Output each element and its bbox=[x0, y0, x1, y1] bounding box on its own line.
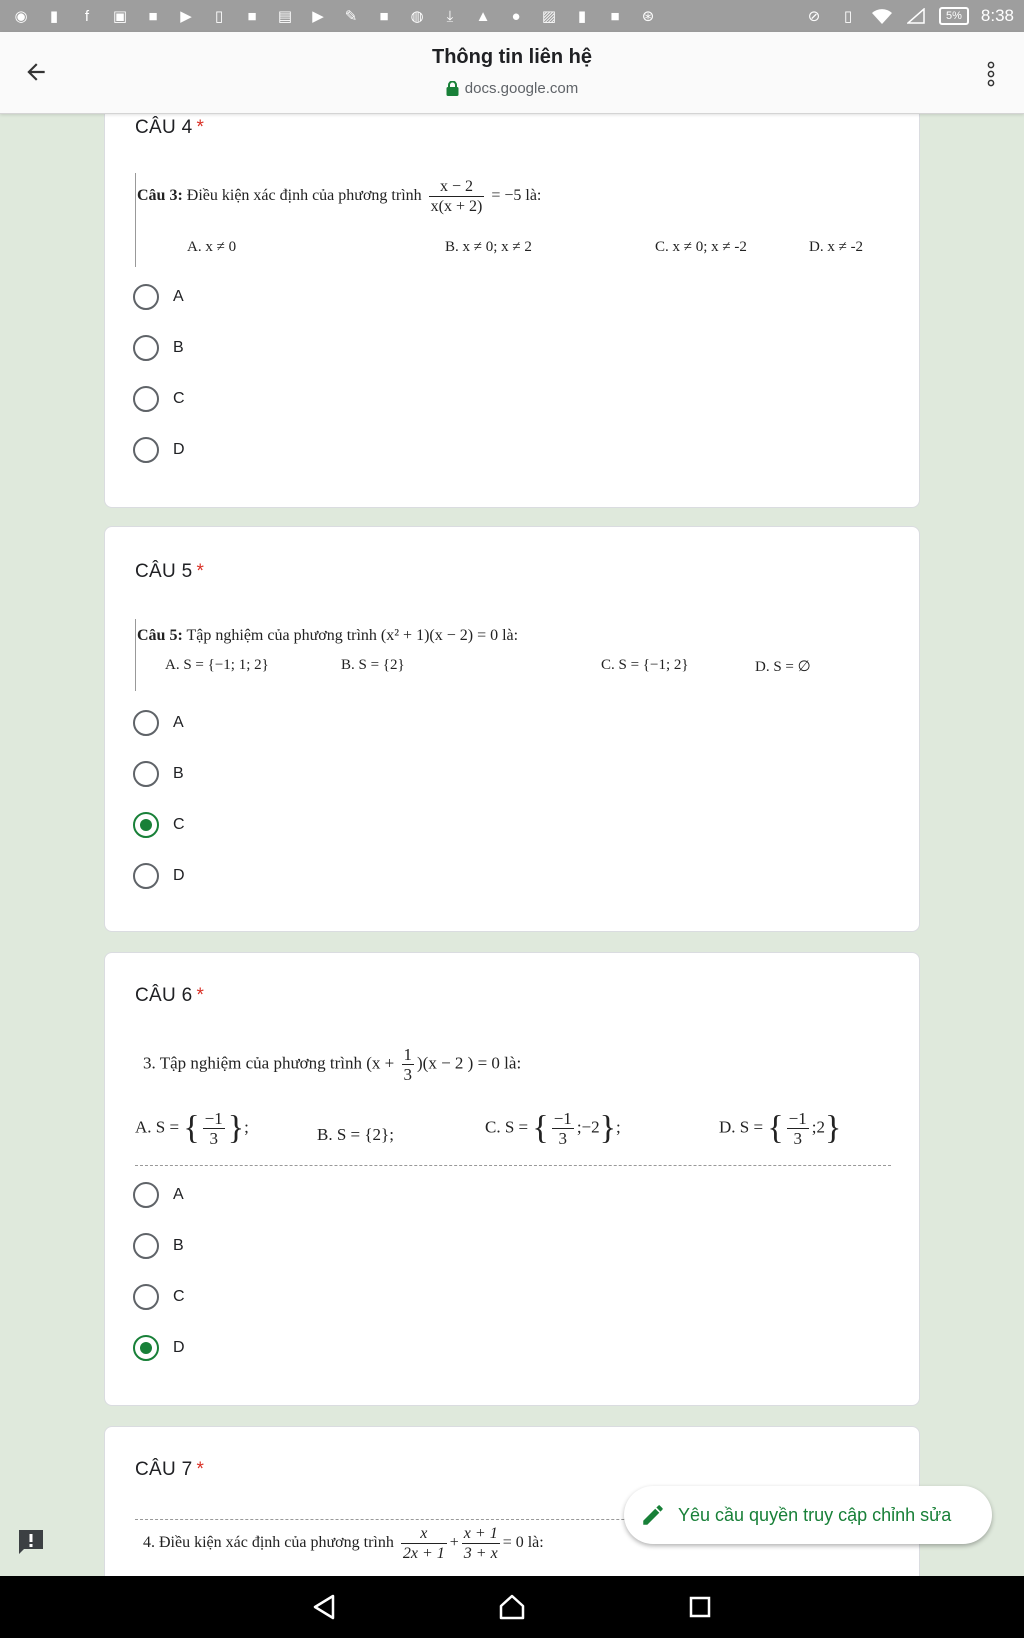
required-mark: * bbox=[196, 561, 205, 582]
fraction-numerator: x − 2 bbox=[429, 177, 485, 197]
more-vert-icon bbox=[987, 61, 995, 87]
question-card-4 bbox=[104, 60, 920, 508]
radio-button-selected[interactable] bbox=[133, 812, 159, 838]
question-image bbox=[135, 619, 875, 691]
choice-d[interactable] bbox=[133, 856, 433, 896]
download-icon: ⤓ bbox=[446, 7, 454, 25]
choice-a[interactable] bbox=[133, 277, 433, 317]
fraction-numerator: 1 bbox=[403, 1045, 413, 1064]
fraction-denominator: 3 bbox=[558, 1129, 568, 1148]
choice-label: C bbox=[173, 816, 185, 833]
answer-option-b: B. x ≠ 0; x ≠ 2 bbox=[445, 239, 532, 255]
radio-button[interactable] bbox=[133, 284, 159, 310]
fraction bbox=[462, 1524, 500, 1563]
question-stem bbox=[143, 1524, 544, 1563]
choice-label: C bbox=[173, 390, 185, 407]
youtube-icon: ▶ bbox=[180, 8, 192, 25]
fraction-numerator: −1 bbox=[204, 1109, 223, 1128]
image-border bbox=[135, 173, 136, 267]
choice-b[interactable] bbox=[133, 328, 433, 368]
fraction bbox=[401, 1524, 447, 1563]
image-icon: ▨ bbox=[541, 8, 557, 25]
brace-right: } bbox=[824, 1109, 842, 1147]
radio-button[interactable] bbox=[133, 386, 159, 412]
option-end: ; bbox=[615, 1117, 621, 1137]
nav-home-button[interactable] bbox=[492, 1587, 532, 1627]
fraction-numerator: −1 bbox=[788, 1109, 807, 1128]
choice-label: B bbox=[173, 765, 184, 782]
question-title bbox=[135, 1459, 204, 1481]
app-notification-icon: ▣ bbox=[112, 8, 128, 25]
fraction bbox=[203, 1109, 225, 1148]
app-notification-icon: ▮ bbox=[577, 8, 587, 25]
question-card-6 bbox=[104, 952, 920, 1406]
option-tail: ;2 bbox=[811, 1117, 825, 1137]
question-number: Câu 3: bbox=[137, 187, 183, 205]
square-recents-icon bbox=[688, 1595, 712, 1619]
plus-sign: + bbox=[449, 1534, 459, 1552]
app-notification-icon: ■ bbox=[148, 7, 158, 25]
answer-option-b: B. S = {2} bbox=[341, 657, 405, 673]
system-status bbox=[803, 6, 1014, 26]
cell-signal-icon bbox=[905, 6, 927, 26]
choice-b[interactable] bbox=[133, 754, 433, 794]
question-number: Câu 5: bbox=[137, 627, 183, 644]
option-label: D. S = bbox=[719, 1117, 764, 1137]
video-camera-icon: ■ bbox=[379, 7, 389, 25]
battery-indicator: 5% bbox=[939, 7, 969, 25]
answer-option-c: C. S = {−1; 2} bbox=[601, 657, 689, 673]
app-notification-icon: ● bbox=[511, 7, 521, 25]
brace-left: { bbox=[183, 1109, 200, 1147]
question-title-text: CÂU 5 bbox=[135, 561, 193, 582]
radio-button-selected[interactable] bbox=[133, 1335, 159, 1361]
answer-option-c: C. x ≠ 0; x ≠ -2 bbox=[655, 239, 747, 255]
fraction bbox=[402, 1045, 415, 1084]
app-notification-icon: ■ bbox=[610, 7, 620, 25]
request-edit-access-button[interactable] bbox=[624, 1486, 992, 1544]
option-tail: ;−2 bbox=[576, 1117, 600, 1137]
brace-left: { bbox=[767, 1109, 784, 1147]
option-tail: ; bbox=[244, 1117, 249, 1137]
wifi-icon bbox=[871, 6, 893, 26]
question-text-tail: = 0 là: bbox=[502, 1534, 544, 1552]
choice-label: B bbox=[173, 1237, 184, 1254]
choice-label: C bbox=[173, 1288, 185, 1305]
facebook-icon: f bbox=[84, 7, 90, 25]
fraction-numerator: x bbox=[401, 1524, 447, 1544]
app-notification-icon: ▤ bbox=[277, 8, 293, 25]
choice-label: D bbox=[173, 441, 185, 458]
fraction-denominator: 3 bbox=[793, 1129, 802, 1148]
choice-a[interactable] bbox=[133, 1175, 433, 1215]
required-mark: * bbox=[196, 985, 205, 1006]
feedback-icon[interactable] bbox=[16, 1528, 46, 1556]
question-title bbox=[135, 985, 204, 1007]
nav-back-button[interactable] bbox=[304, 1587, 344, 1627]
choice-label: A bbox=[173, 1186, 184, 1203]
choice-c[interactable] bbox=[133, 379, 433, 419]
radio-button[interactable] bbox=[133, 1284, 159, 1310]
choice-b[interactable] bbox=[133, 1226, 433, 1266]
fraction-denominator: 3 bbox=[403, 1065, 413, 1084]
answer-option-d bbox=[719, 1109, 841, 1148]
choice-c[interactable] bbox=[133, 1277, 433, 1317]
question-stem bbox=[137, 627, 518, 645]
fraction-denominator: 3 + x bbox=[463, 1545, 498, 1562]
answer-option-d: D. S = ∅ bbox=[755, 659, 811, 675]
messenger-icon: ◍ bbox=[410, 8, 424, 25]
nav-recents-button[interactable] bbox=[680, 1587, 720, 1627]
choice-d[interactable] bbox=[133, 1328, 433, 1368]
question-title bbox=[135, 117, 204, 139]
fraction-denominator: 3 bbox=[209, 1129, 218, 1148]
lock-icon bbox=[446, 81, 459, 96]
fraction-denominator: 2x + 1 bbox=[402, 1545, 445, 1562]
fraction-numerator: x + 1 bbox=[463, 1525, 498, 1542]
radio-button[interactable] bbox=[133, 335, 159, 361]
radio-button[interactable] bbox=[133, 710, 159, 736]
radio-button[interactable] bbox=[133, 761, 159, 787]
required-mark: * bbox=[196, 1459, 205, 1480]
overflow-menu-button[interactable] bbox=[976, 56, 1006, 92]
choice-label: A bbox=[173, 714, 184, 731]
pencil-icon bbox=[640, 1502, 666, 1528]
choice-label: D bbox=[173, 867, 185, 884]
answer-option-a: A. x ≠ 0 bbox=[187, 239, 237, 255]
app-notification-icon: ▮ bbox=[49, 8, 59, 25]
play-icon: ▶ bbox=[312, 8, 324, 25]
triangle-back-icon bbox=[311, 1593, 337, 1621]
broom-icon: ✎ bbox=[344, 8, 358, 25]
required-mark: * bbox=[196, 117, 205, 138]
choice-label: A bbox=[173, 288, 184, 305]
question-card-5 bbox=[104, 526, 920, 932]
status-bar bbox=[0, 0, 1024, 32]
vibrate-icon: ▯ bbox=[843, 8, 853, 25]
choice-label: D bbox=[173, 1339, 185, 1356]
fraction bbox=[429, 177, 485, 216]
question-stem bbox=[143, 1045, 521, 1084]
choice-a[interactable] bbox=[133, 703, 433, 743]
question-image bbox=[135, 1045, 895, 1167]
question-image bbox=[135, 173, 875, 267]
question-text-tail: = −5 là: bbox=[491, 187, 542, 205]
image-border bbox=[135, 619, 136, 691]
choice-label: B bbox=[173, 339, 184, 356]
home-icon bbox=[498, 1593, 526, 1621]
choice-d[interactable] bbox=[133, 430, 433, 470]
image-divider bbox=[135, 1165, 891, 1166]
chrome-icon: ⊛ bbox=[641, 8, 655, 25]
fraction bbox=[787, 1109, 809, 1148]
page-url[interactable] bbox=[0, 80, 1024, 97]
rocket-icon: ▲ bbox=[475, 7, 491, 25]
question-text: Điều kiện xác định của phương trình bbox=[186, 187, 422, 205]
answer-option-a bbox=[135, 1109, 249, 1148]
question-title-text: CÂU 7 bbox=[135, 1459, 193, 1480]
fraction-numerator: −1 bbox=[553, 1109, 572, 1128]
question-text: Tập nghiệm của phương trình (x² + 1)(x − 2) = 0 là: bbox=[186, 627, 519, 644]
option-label: A. S = bbox=[135, 1117, 180, 1137]
page-title: Thông tin liên hệ bbox=[432, 46, 592, 68]
radio-button[interactable] bbox=[133, 1182, 159, 1208]
fab-label: Yêu cầu quyền truy cập chỉnh sửa bbox=[678, 1504, 952, 1525]
radio-button[interactable] bbox=[133, 1233, 159, 1259]
radio-button[interactable] bbox=[133, 437, 159, 463]
app-notification-icon: ■ bbox=[247, 7, 257, 25]
brace-right: } bbox=[227, 1109, 245, 1147]
answer-option-a: A. S = {−1; 1; 2} bbox=[165, 657, 269, 673]
answer-option-c bbox=[485, 1109, 621, 1148]
system-navigation-bar bbox=[0, 1576, 1024, 1638]
question-title-text: CÂU 4 bbox=[135, 117, 193, 138]
choice-c[interactable] bbox=[133, 805, 433, 845]
url-text: docs.google.com bbox=[464, 80, 579, 97]
question-text: 4. Điều kiện xác định của phương trình bbox=[143, 1534, 394, 1552]
answer-option-b: B. S = {2}; bbox=[317, 1125, 394, 1144]
brace-left: { bbox=[532, 1109, 549, 1147]
clock: 8:38 bbox=[980, 6, 1014, 25]
radio-button[interactable] bbox=[133, 863, 159, 889]
do-not-disturb-icon: ⊘ bbox=[807, 8, 821, 25]
question-text: 3. Tập nghiệm của phương trình (x + bbox=[143, 1053, 395, 1073]
notification-icons bbox=[10, 6, 659, 26]
question-stem bbox=[137, 177, 541, 216]
question-title-text: CÂU 6 bbox=[135, 985, 193, 1006]
answer-option-d: D. x ≠ -2 bbox=[809, 239, 864, 255]
option-label: C. S = bbox=[485, 1117, 529, 1137]
question-text-tail: )(x − 2 ) = 0 là: bbox=[417, 1053, 522, 1073]
question-title bbox=[135, 561, 204, 583]
app-notification-icon: ▯ bbox=[214, 8, 224, 25]
fraction-denominator: x(x + 2) bbox=[430, 198, 483, 215]
app-notification-icon: ◉ bbox=[14, 8, 28, 25]
brace-right: } bbox=[599, 1109, 616, 1147]
browser-app-bar bbox=[0, 32, 1024, 114]
fraction bbox=[552, 1109, 574, 1148]
